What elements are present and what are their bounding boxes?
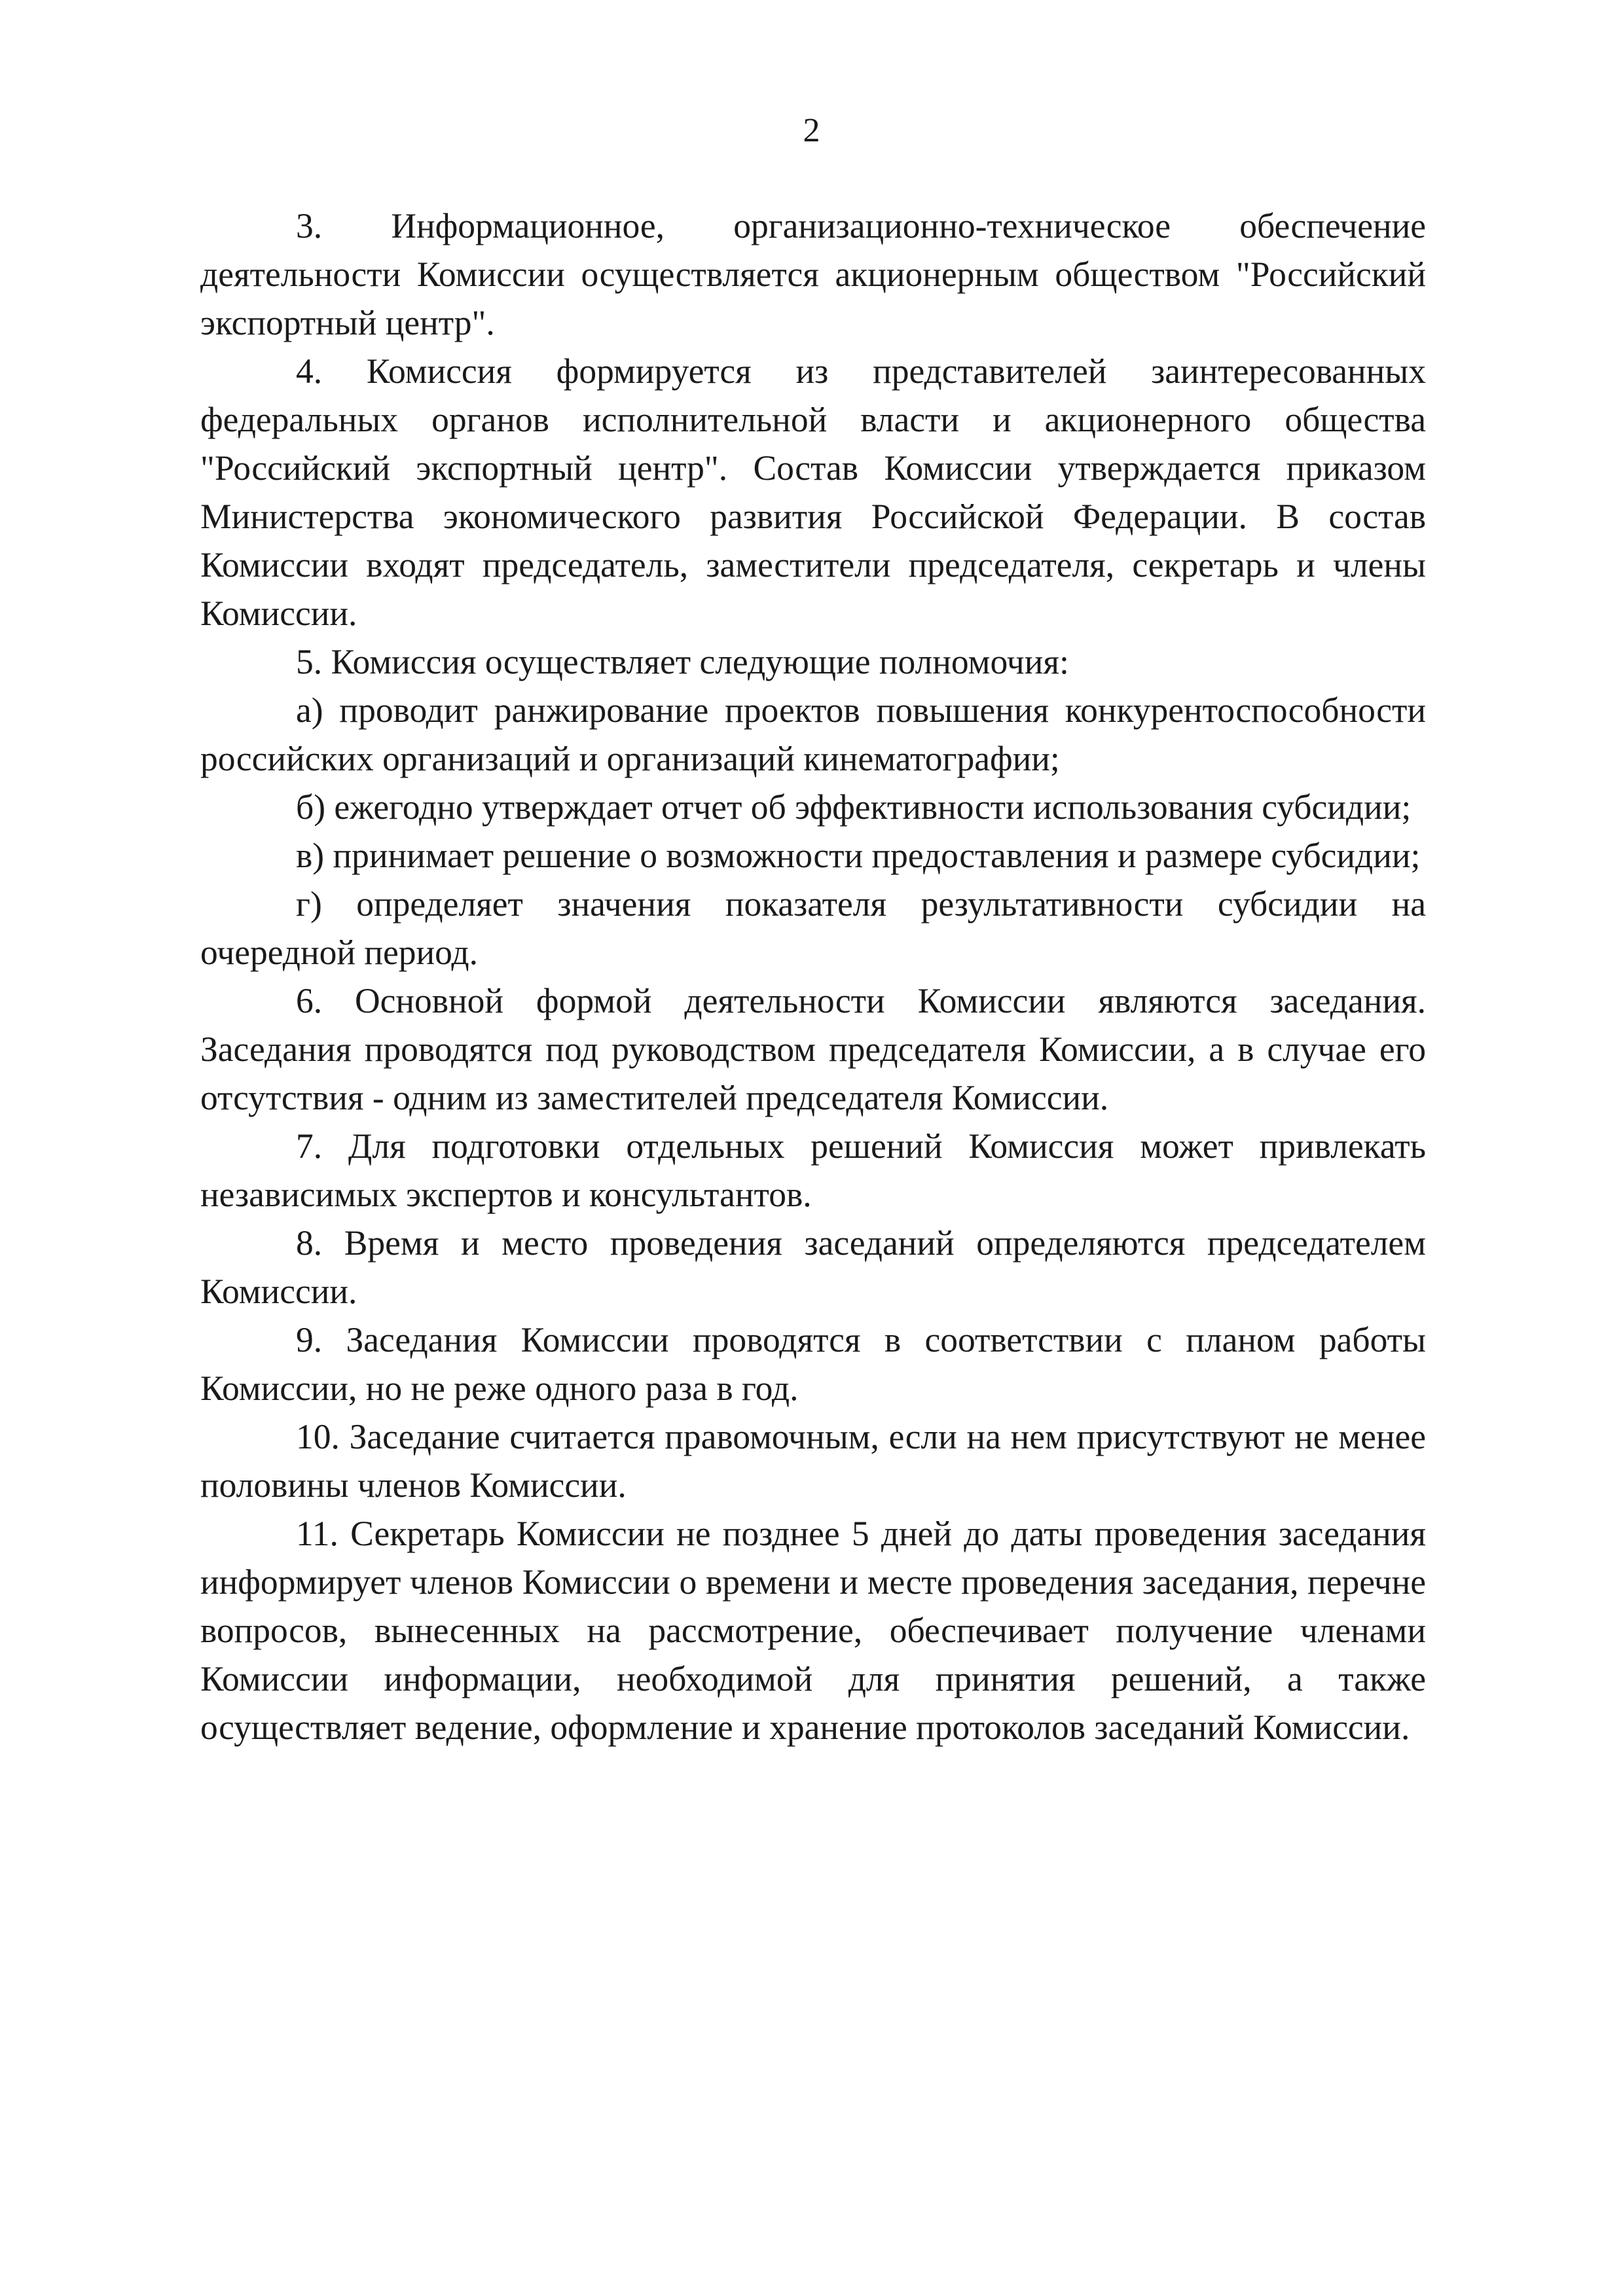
list-item-b: б) ежегодно утверждает отчет об эффективности использования субсидии; [296,787,1412,827]
paragraph-8: 8. Время и место проведения заседаний определяются председателем Комиссии. [200,1223,1426,1311]
paragraph-6: 6. Основной формой деятельности Комиссии являются заседания. Заседания проводятся под руководством председателя Комиссии, а в случае его отсутствия - одним из заместителей председателя Комиссии. [200,981,1426,1117]
page-number: 2 [803,112,820,149]
document-body [200,202,1426,1751]
paragraph-3: 3. Информационное, организационно-техническое обеспечение деятельности Комиссии осуществляется акционерным обществом "Российский экспортный центр". [200,206,1426,342]
paragraph-11: 11. Секретарь Комиссии не позднее 5 дней до даты проведения заседания информирует членов Комиссии о времени и месте проведения заседания, перечне вопросов, вынесенных на рассмотрение, обеспечивает получение членами Комиссии информации, необходимой для принятия решений, а также осуществляет ведение, оформление и хранение протоколов заседаний Комиссии. [200,1514,1426,1747]
paragraph-9: 9. Заседания Комиссии проводятся в соответствии с планом работы Комиссии, но не реже одного раза в год. [200,1320,1426,1408]
list-item-v: в) принимает решение о возможности предоставления и размере субсидии; [296,836,1421,875]
paragraph-5: 5. Комиссия осуществляет следующие полномочия: [296,642,1069,681]
list-item-g: г) определяет значения показателя результативности субсидии на очередной период. [200,884,1426,972]
paragraph-10: 10. Заседание считается правомочным, если на нем присутствуют не менее половины членов Комиссии. [200,1417,1426,1505]
paragraph-4: 4. Комиссия формируется из представителей заинтересованных федеральных органов исполнительной власти и акционерного общества "Российский экспортный центр". Состав Комиссии утверждается приказом Министерства экономического развития Российской Федерации. В состав Комиссии входят председатель, заместители председателя, секретарь и члены Комиссии. [200,351,1426,633]
paragraph-7: 7. Для подготовки отдельных решений Комиссия может привлекать независимых экспертов и консультантов. [200,1126,1426,1214]
list-item-a: а) проводит ранжирование проектов повышения конкурентоспособности российских организаций и организаций кинематографии; [200,691,1426,778]
